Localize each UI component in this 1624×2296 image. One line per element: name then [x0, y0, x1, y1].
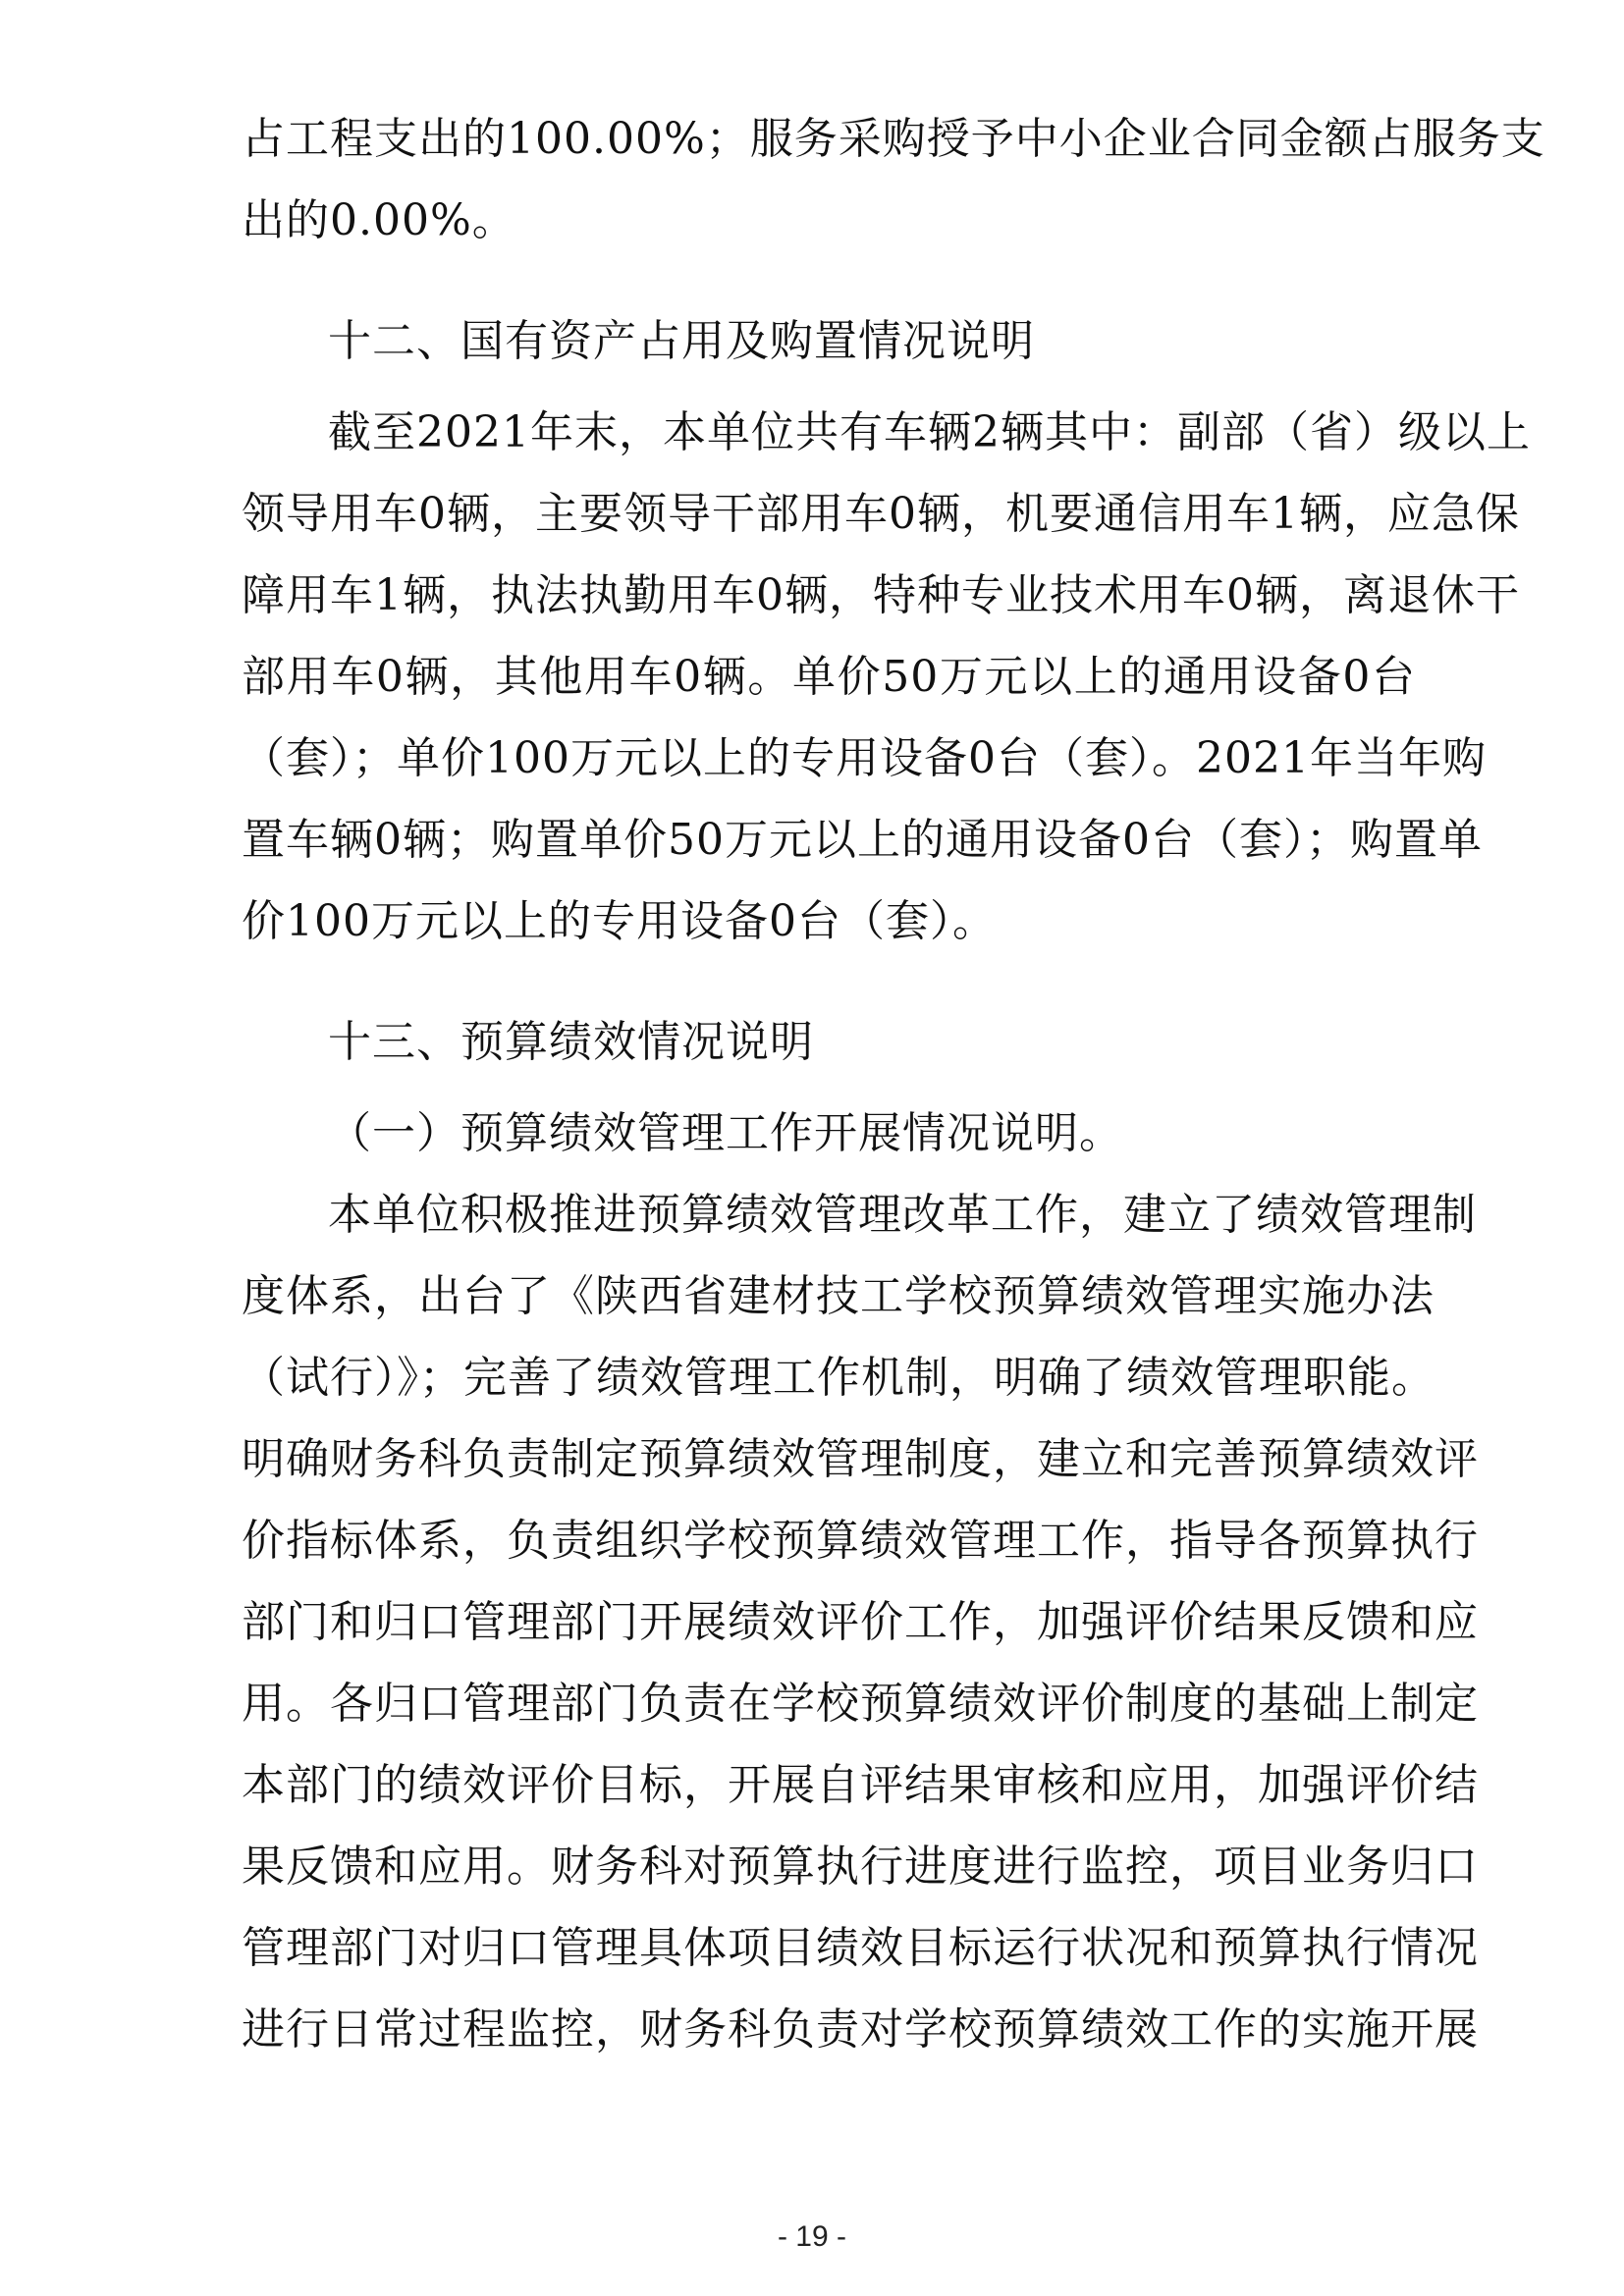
section-heading-12: 十二、国有资产占用及购置情况说明 — [328, 316, 1035, 366]
paragraph-line: （试行）》；完善了绩效管理工作机制，明确了绩效管理职能。 — [242, 1353, 1435, 1403]
spacer — [242, 382, 1416, 392]
paragraph-line: 部用车0辆，其他用车0辆。单价50万元以上的通用设备0台 — [242, 652, 1416, 702]
paragraph-line: 价100万元以上的专用设备0台（套）。 — [242, 896, 997, 946]
paragraph-line: 果反馈和应用。财务科对预算执行进度进行监控，项目业务归口 — [242, 1842, 1479, 1892]
paragraph-line: 置车辆0辆；购置单价50万元以上的通用设备0台（套）；购置单 — [242, 815, 1483, 865]
paragraph-line: 价指标体系，负责组织学校预算绩效管理工作，指导各预算执行 — [242, 1516, 1479, 1566]
paragraph-line: 截至2021年末，本单位共有车辆2辆其中：副部（省）级以上 — [328, 407, 1531, 457]
spacer — [242, 962, 1416, 1001]
page-number: - 19 - — [777, 2220, 847, 2253]
paragraph-line: 用。各归口管理部门负责在学校预算绩效评价制度的基础上制定 — [242, 1679, 1479, 1729]
paragraph-line: 进行日常过程监控，财务科负责对学校预算绩效工作的实施开展 — [242, 2004, 1479, 2055]
paragraph-line: 度体系，出台了《陕西省建材技工学校预算绩效管理实施办法 — [242, 1271, 1435, 1321]
subsection-heading: （一）预算绩效管理工作开展情况说明。 — [328, 1108, 1123, 1158]
paragraph-line: 管理部门对归口管理具体项目绩效目标运行状况和预算执行情况 — [242, 1923, 1479, 1973]
document-page — [242, 98, 1545, 2070]
paragraph-line: 领导用车0辆，主要领导干部用车0辆，机要通信用车1辆，应急保 — [242, 489, 1520, 539]
spacer — [242, 261, 1416, 300]
spacer — [242, 1083, 1416, 1093]
paragraph-line: 本单位积极推进预算绩效管理改革工作，建立了绩效管理制 — [328, 1190, 1477, 1240]
paragraph-line: 明确财务科负责制定预算绩效管理制度，建立和完善预算绩效评 — [242, 1434, 1479, 1484]
paragraph-line: 占工程支出的100.00%；服务采购授予中小企业合同金额占服务支 — [242, 114, 1545, 164]
paragraph-line: 本部门的绩效评价目标，开展自评结果审核和应用，加强评价结 — [242, 1760, 1479, 1810]
paragraph-line: 出的0.00%。 — [242, 195, 516, 245]
section-heading-13: 十三、预算绩效情况说明 — [328, 1017, 814, 1067]
paragraph-line: 部门和归口管理部门开展绩效评价工作，加强评价结果反馈和应 — [242, 1597, 1479, 1647]
paragraph-line: 障用车1辆，执法执勤用车0辆，特种专业技术用车0辆，离退休干 — [242, 570, 1520, 620]
paragraph-line: （套）；单价100万元以上的专用设备0台（套）。2021年当年购 — [242, 733, 1487, 783]
